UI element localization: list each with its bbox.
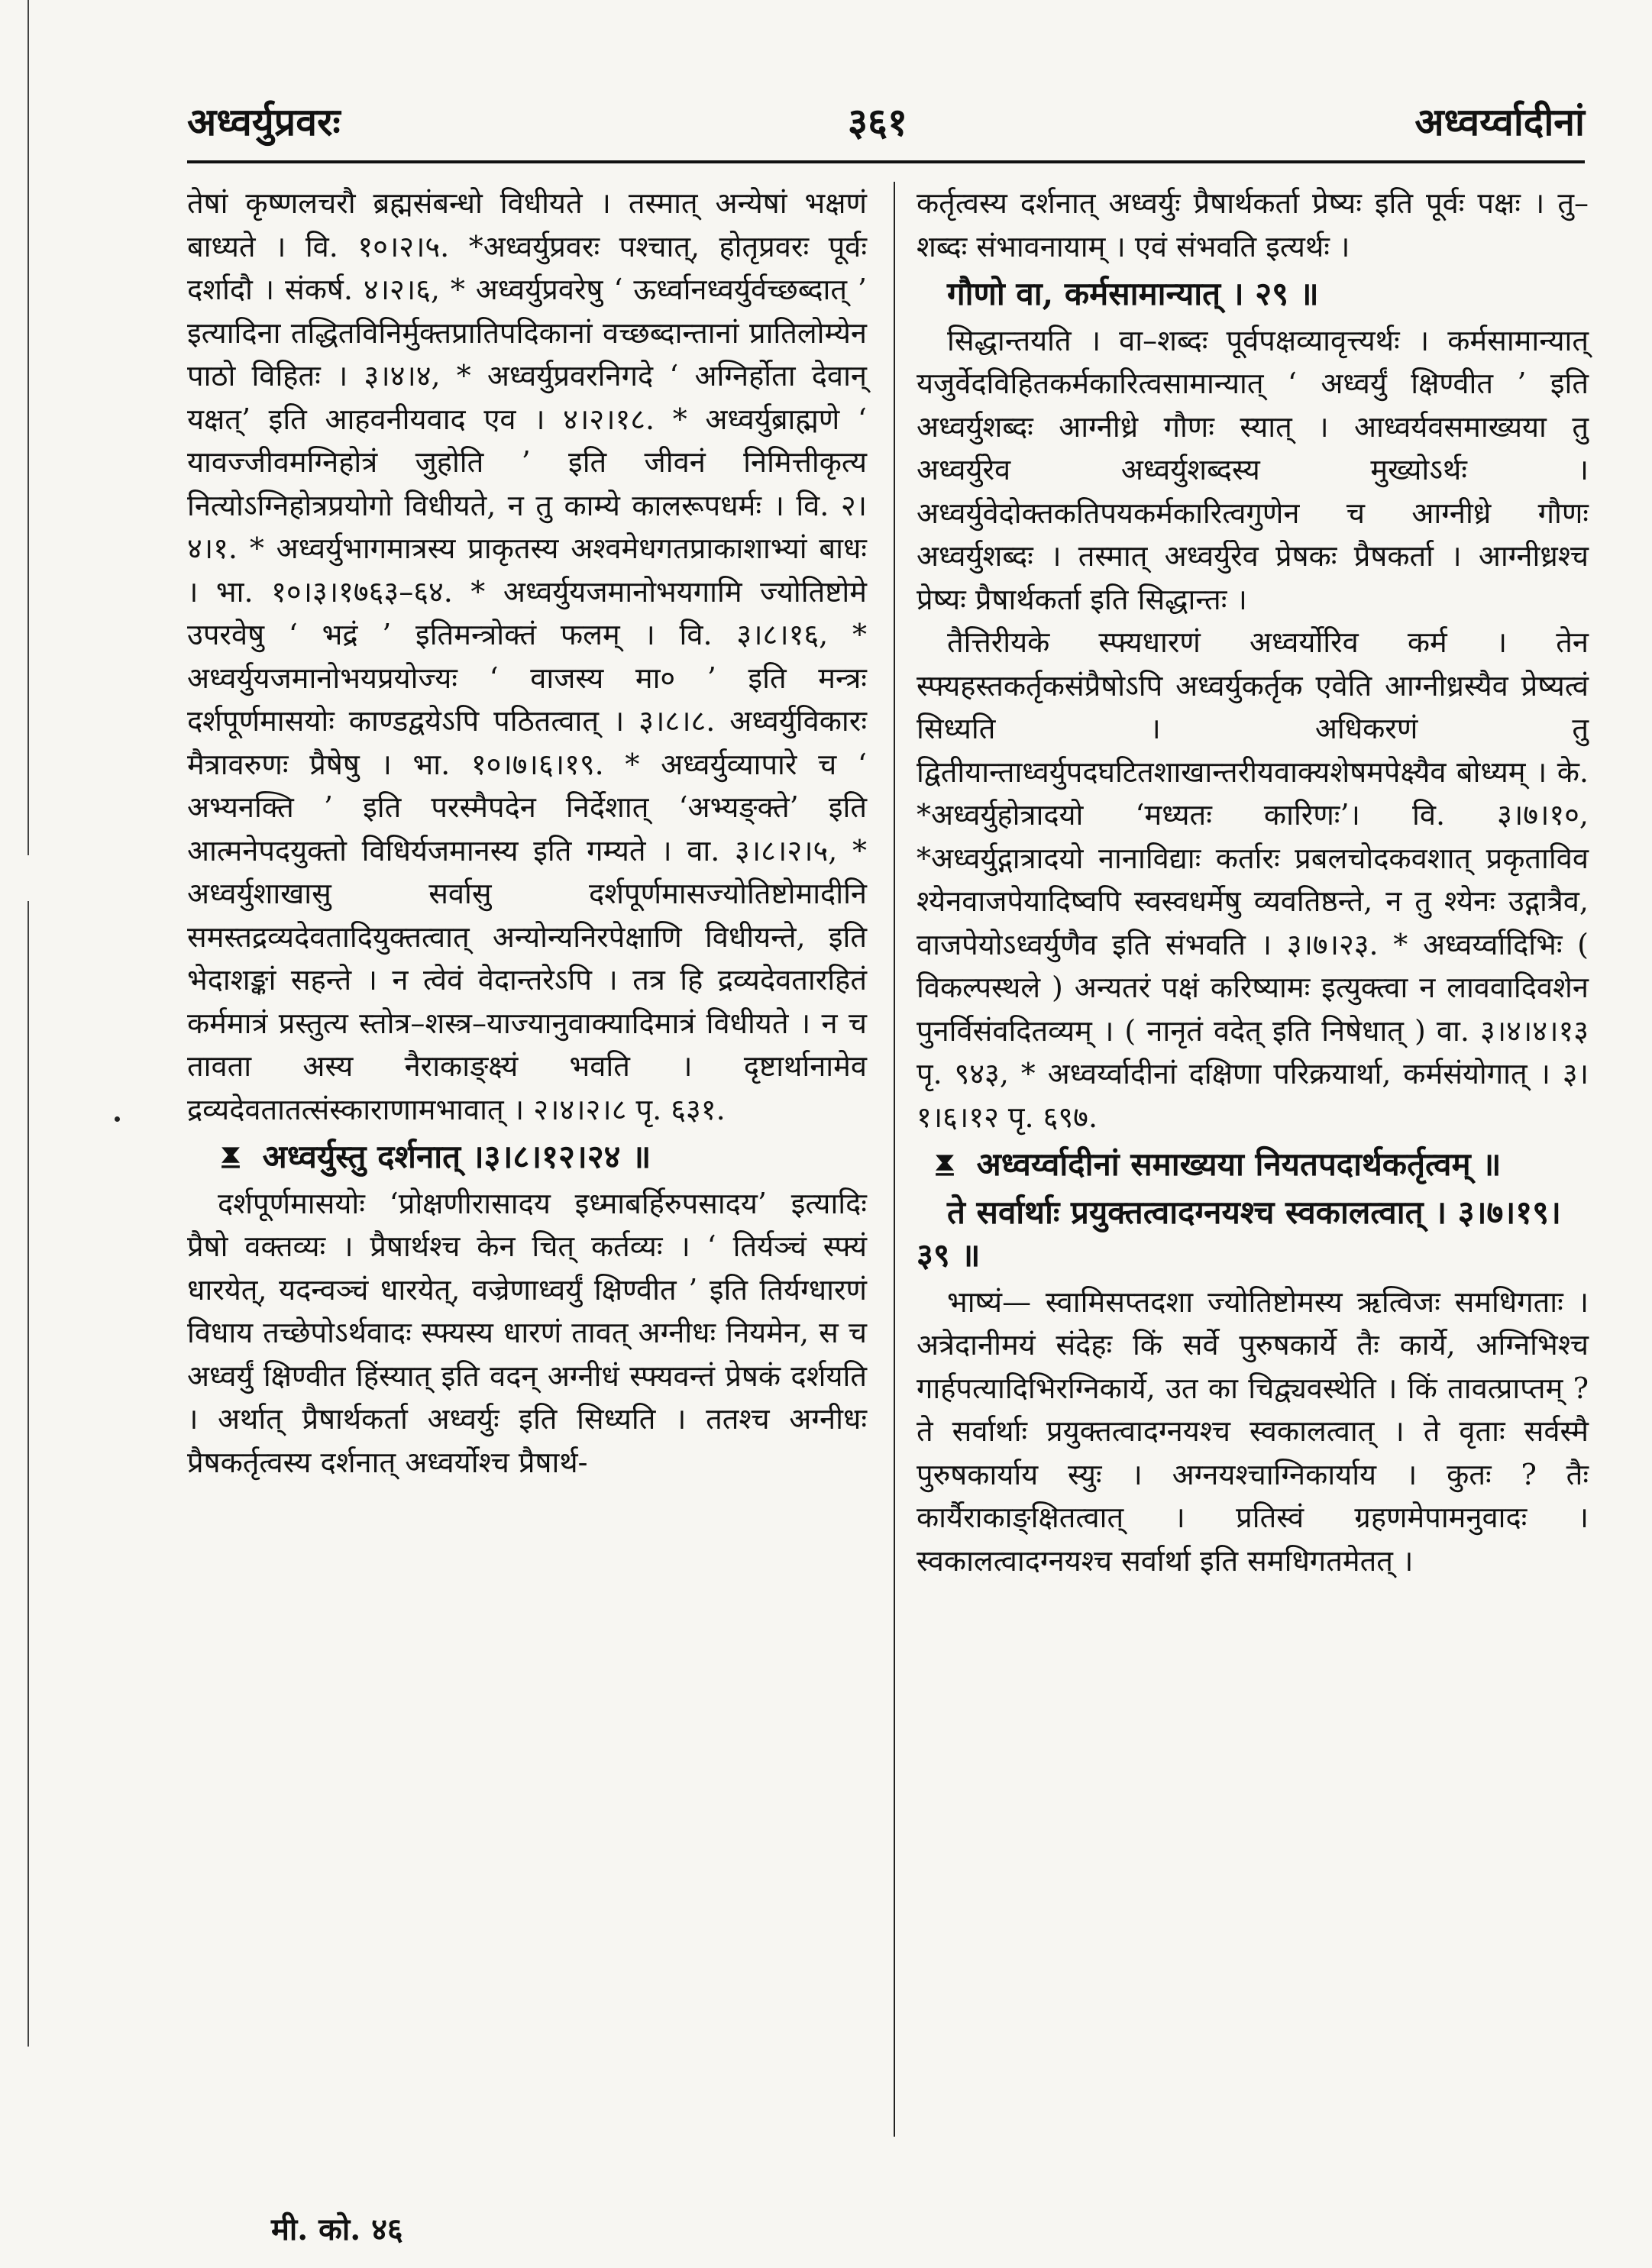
right-sutra-2 [917,1143,1589,1187]
right-paragraph-4: भाष्यं— स्वामिसप्तदशा ज्योतिष्टोमस्य ऋत्विजः समधिगताः । अत्रेदानीमयं संदेहः किं सर्वे पुरुषकार्ये तैः कार्ये, अग्निभिश्च गार्हपत्यादिभिरग्निकार्ये, उत का चिद्व्यवस्थेति । किं तावत्प्राप्तम् ? ते सर्वार्थाः प्रयुक्तत्वादग्नयश्च स्वकालत्वात् । ते वृताः सर्वस्मै पुरुषकार्याय स्युः । अग्नयश्चाग्निकार्याय । कुतः ? तैः कार्यैराकाङ्क्षितत्वात् । प्रतिस्वं ग्रहणमेपामनुवादः । स्वकालत्वादग्नयश्च सर्वार्था इति समधिगतमेतत् । [917,1284,1589,1578]
right-sutra-3: ते सर्वार्थाः प्रयुक्तत्वादग्नयश्च स्वकालत्वात् । ३।७।१९।३९ ॥ [917,1193,1561,1274]
left-paragraph-2: दर्शपूर्णमासयोः ‘प्रोक्षणीरासादय इध्माबर्हिरुपसादय’ इत्यादिः प्रैषो वक्तव्यः । प्रैषार्थश्च केन चित् कर्तव्यः । ‘ तिर्यञ्चं स्फ्यं धारयेत्, यदन्वञ्चं धारयेत्, वज्रेणाध्वर्युं क्षिण्वीत ’ इति तिर्यग्धारणं विधाय तच्छेपोऽर्थवादः स्फ्यस्य धारणं तावत् अग्नीधः नियमेन, स च अध्वर्युं क्षिण्वीत हिंस्यात् इति वदन् अग्नीधं स्फ्यवन्तं प्रेषकं दर्शयति । अर्थात् प्रैषार्थकर्ता अध्वर्युः इति सिध्यति । ततश्च अग्नीधः प्रैषकर्तृत्वस्य दर्शनात् अध्वर्योश्च प्रैषार्थ- [187,1186,867,1479]
right-paragraph-1: कर्तृत्वस्य दर्शनात् अध्वर्युः प्रैषार्थकर्ता प्रेष्यः इति पूर्वः पक्षः । तु–शब्दः संभावनायाम् । एवं संभवति इत्यर्थः । [917,186,1589,263]
adhikarana-mark-icon [218,1145,244,1171]
page-header [187,90,1585,151]
scan-margin-line [27,0,29,855]
right-paragraph-2: सिद्धान्तयति । वा–शब्दः पूर्वपक्षव्यावृत्त्यर्थः । कर्मसामान्यात् यजुर्वेदविहितकर्मकारित्वसामान्यात् ‘ अध्वर्युं क्षिण्वीत ’ इति अध्वर्युशब्दः आग्नीध्रे गौणः स्यात् । आध्वर्यवसमाख्यया तु अध्वर्युरेव अध्वर्युशब्दस्य मुख्योऽर्थः । अध्वर्युवेदोक्तकतिपयकर्मकारित्वगुणेन च आग्नीध्रे गौणः अध्वर्युशब्दः । तस्मात् अध्वर्युरेव प्रेषकः प्रैषकर्ता । आग्नीध्रश्च प्रेष्यः प्रैषार्थकर्ता इति सिद्धान्तः । [917,323,1589,616]
page-footer: मी. को. ४६ [271,2211,403,2247]
scan-speck [115,1116,120,1122]
header-right: अध्वर्य्वादीनां [1414,99,1585,144]
header-left: अध्वर्युप्रवरः [187,99,341,144]
page-number: ३६१ [847,99,907,144]
column-divider [894,182,895,2137]
left-paragraph-1: तेषां कृष्णलचरौ ब्रह्मसंबन्धो विधीयते । तस्मात् अन्येषां भक्षणं बाध्यते । वि. १०।२।५. *अध्वर्युप्रवरः पश्चात्, होतृप्रवरः पूर्वः दर्शादौ । संकर्ष. ४।२।६, * अध्वर्युप्रवरेषु ‘ ऊर्ध्वानध्वर्युर्वच्छब्दात् ’ इत्यादिना तद्धितविनिर्मुक्तप्रातिपदिकानां वच्छब्दान्तानां प्रातिलोम्येन पाठो विहितः । ३।४।४, * अध्वर्युप्रवरनिगदे ‘ अग्निर्होता देवान् यक्षत्’ इति आहवनीयवाद एव । ४।२।१८. * अध्वर्युब्राह्मणे ‘ यावज्जीवमग्निहोत्रं जुहोति ’ इति जीवनं निमित्तीकृत्य नित्योऽग्निहोत्रप्रयोगो विधीयते, न तु काम्ये कालरूपधर्मः । वि. २।४।१. * अध्वर्युभागमात्रस्य प्राकृतस्य अश्वमेधगतप्राकाशाभ्यां बाधः । भा. १०।३।१७६३–६४. * अध्वर्युयजमानोभयगामि ज्योतिष्टोमे उपरवेषु ‘ भद्रं ’ इतिमन्त्रोक्तं फलम् । वि. ३।८।१६, * अध्वर्युयजमानोभयप्रयोज्यः ‘ वाजस्य मा० ’ इति मन्त्रः दर्शपूर्णमासयोः काण्डद्वयेऽपि पठितत्वात् । ३।८।८. अध्वर्युविकारः मैत्रावरुणः प्रैषेषु । भा. १०।७।६।१९. * अध्वर्युव्यापारे च ‘ अभ्यनक्ति ’ इति परस्मैपदेन निर्देशात् ‘अभ्यङ्क्ते’ इति आत्मनेपदयुक्तो विधिर्यजमानस्य इति गम्यते । वा. ३।८।२।५, * अध्वर्युशाखासु सर्वासु दर्शपूर्णमासज्योतिष्टोमादीनि समस्तद्रव्यदेवतादियुक्तत्वात् अन्योन्यनिरपेक्षाणि विधीयन्ते, इति भेदाशङ्कां सहन्ते । न त्वेवं वेदान्तरेऽपि । तत्र हि द्रव्यदेवतारहितं कर्ममात्रं प्रस्तुत्य स्तोत्र–शस्त्र–याज्यानुवाक्यादिमात्रं विधीयते । न च तावता अस्य नैराकाङ्क्ष्यं भवति । दृष्टार्थानामेव द्रव्यदेवतातत्संस्काराणामभावात् । २।४।२।८ पृ. ६३१. [187,186,867,1126]
left-sutra-text: अध्वर्युस्तु दर्शनात् ।३।८।१२।२४ ॥ [262,1138,651,1175]
right-column [917,182,1589,1582]
right-paragraph-3: तैत्तिरीयके स्फ्यधारणं अध्वर्योरिव कर्म । तेन स्फ्यहस्तकर्तृकसंप्रैषोऽपि अध्वर्युकर्तृक एवेति आग्नीध्रस्यैव प्रेष्यत्वं सिध्यति । अधिकरणं तु द्वितीयान्ताध्वर्युपदघटितशाखान्तरीयवाक्यशेषमपेक्ष्यैव बोध्यम् । के. *अध्वर्युहोत्रादयो ‘मध्यतः कारिणः’। वि. ३।७।१०, *अध्वर्युद्गात्रादयो नानाविद्याः कर्तारः प्रबलचोदकवशात् प्रकृताविव श्येनवाजपेयादिष्वपि स्वस्वधर्मेषु व्यवतिष्ठन्ते, न तु श्येनः उद्गात्रैव, वाजपेयोऽध्वर्युणैव इति संभवति । ३।७।२३. * अध्वर्य्वादिभिः ( विकल्पस्थले ) अन्यतरं पक्षं करिष्यामः इत्युक्त्वा न लाववादिवशेन पुनर्विसंवदितव्यम् । ( नानृतं वदेत् इति निषेधात् ) वा. ३।४।४।१३ पृ. ९४३, * अध्वर्य्वादीनां दक्षिणा परिक्रयार्था, कर्मसंयोगात् । ३।१।६।१२ पृ. ६९७. [917,625,1589,1134]
scan-margin-line [27,901,29,2047]
left-sutra [187,1136,867,1179]
right-sutra-1: गौणो वा, कर्मसामान्यात् । २९ ॥ [947,275,1319,312]
right-sutra-2-text: अध्वर्य्वादीनां समाख्यया नियतपदार्थकर्तृत्वम् ॥ [976,1145,1502,1183]
left-column [187,182,867,1484]
header-rule [187,160,1585,163]
adhikarana-mark-icon [932,1152,958,1178]
